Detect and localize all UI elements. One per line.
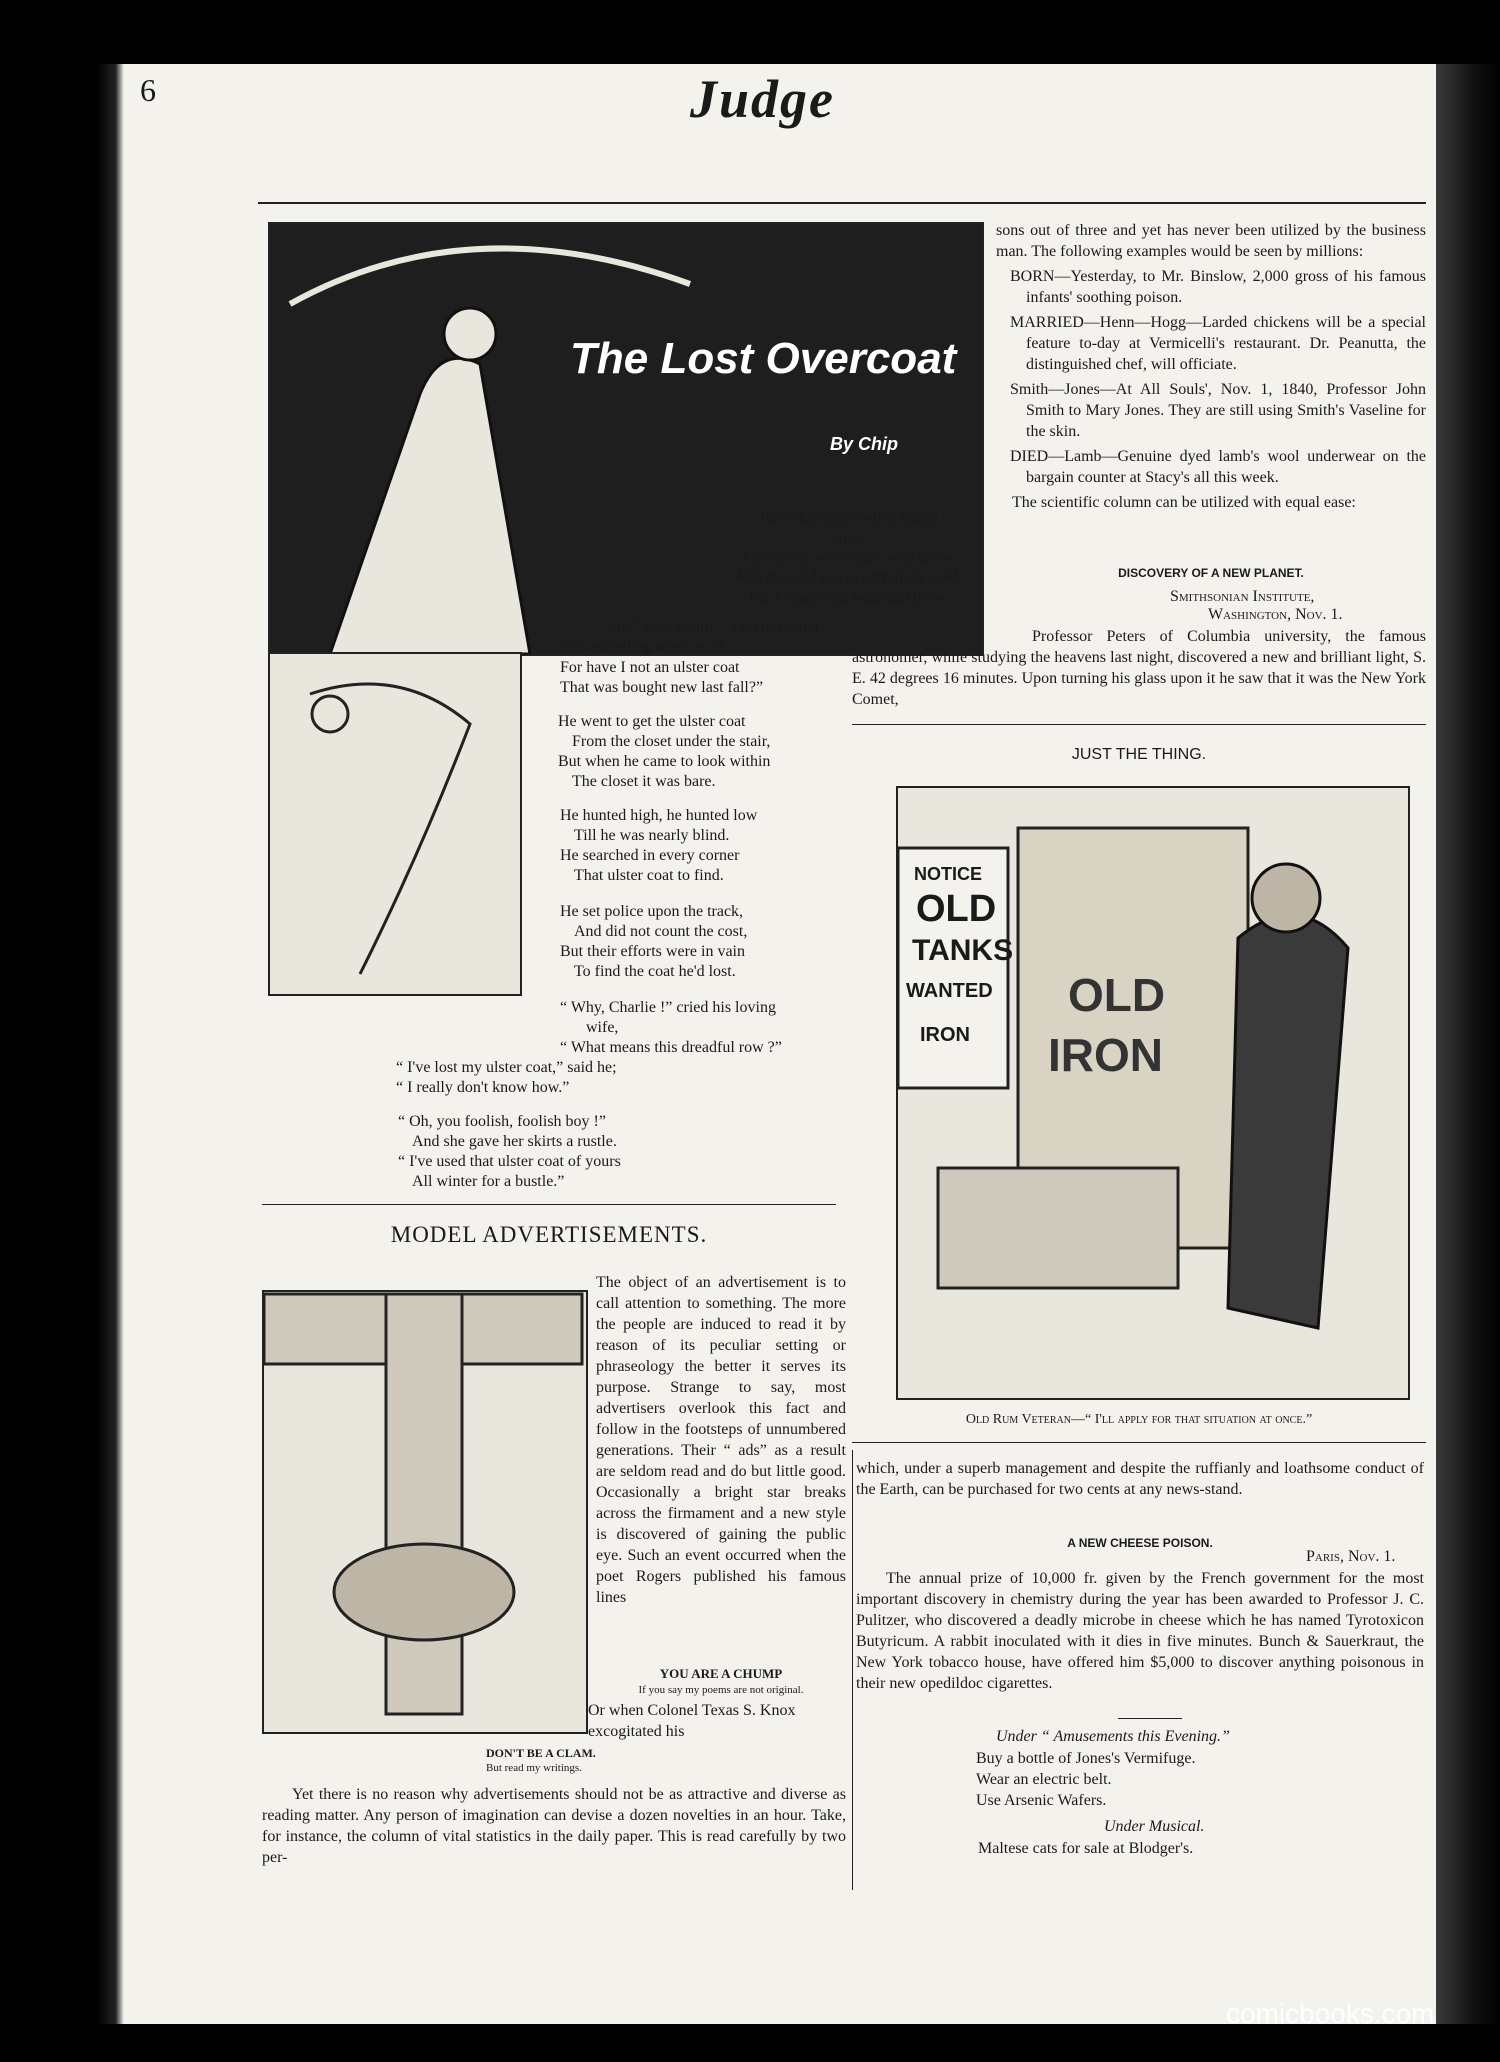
page-number: 6: [140, 72, 156, 108]
poem-line: All winter for a bustle.”: [412, 1173, 565, 1190]
poem-line: That was bought new last fall?”: [560, 679, 764, 696]
poem-title-art: The Lost Overcoat: [570, 334, 957, 383]
poem-line: “ Why, Charlie !” cried his loving: [560, 999, 776, 1016]
bustle-figure-art: [270, 654, 520, 994]
statistics-intro: sons out of three and yet has never been utilized by the business man. The following examples would be seen by millions:: [996, 222, 1426, 260]
letter-t-illustration: [262, 1290, 588, 1734]
poem-line: He hunted high, he hunted low: [560, 807, 758, 824]
clam-ad-head: DON'T BE A CLAM.: [486, 1746, 596, 1760]
poem-line: arose: [831, 529, 865, 546]
poem-line: Till he was nearly blind.: [574, 827, 730, 844]
poem-line: That ulster coat to find.: [574, 867, 724, 884]
column-divider: [852, 1450, 853, 1890]
chump-ad-head: YOU ARE A CHUMP: [659, 1666, 783, 1681]
poem-line: “ What means this dreadful row ?”: [560, 1039, 782, 1056]
poem-line: For a sharp east wind did blow.: [747, 589, 949, 606]
short-rule: [1118, 1718, 1182, 1719]
masthead-rule: [258, 202, 1426, 204]
poem-line: He went to get the ulster coat: [558, 713, 746, 730]
poem-line: To find the coat he'd lost.: [574, 963, 736, 980]
amusement-line: Use Arsenic Wafers.: [976, 1792, 1107, 1809]
poem-line: And did not count the cost,: [574, 923, 748, 940]
poem-line: But their efforts were in vain: [560, 943, 745, 960]
poem-line: For have I not an ulster coat: [560, 659, 740, 676]
book-spine: [1436, 64, 1500, 2024]
sign-wanted-text: WANTED: [906, 980, 993, 1002]
poem-line: From the closet under the stair,: [572, 733, 771, 750]
section-rule: [852, 1442, 1426, 1443]
planet-dateline: Washington, Nov. 1.: [1208, 606, 1343, 623]
poem-line: “ I really don't know how.”: [396, 1079, 570, 1096]
earth-continuation: which, under a superb management and despite the ruffianly and loathsome conduct of the Earth, can be purchased for two cents at any news-stand.: [856, 1460, 1424, 1498]
poem-line: But when he came to look within: [558, 753, 771, 770]
poem-line: The streets were thick with snow,: [740, 549, 955, 566]
cheese-body: The annual prize of 10,000 fr. given by the French government for the most important discovery in chemistry during the year has been awarded to Professor J. C. Pulitzer, who discovered a deadly microbe in cheese which he has named Tyrotoxicon Butyricum. A rabbit inoculated with it dies in five minutes. Bunch & Sauerkraut, the New York tobacco house, have offered him $5,000 to discover anything poisonous in their new opedildoc cigarettes.: [856, 1570, 1424, 1692]
poem-line: wife,: [586, 1019, 619, 1036]
poem-illustration-lower: [268, 652, 522, 996]
poem-line: He set police upon the track,: [560, 903, 744, 920]
sign-notice-text: NOTICE: [914, 864, 983, 884]
poem-stanza-4: [560, 806, 757, 886]
page-left-edge: [96, 64, 124, 2024]
fence-old-text: OLD: [1068, 969, 1166, 1021]
section-rule: [262, 1204, 836, 1205]
amusements-heading: Under “ Amusements this Evening.”: [996, 1728, 1230, 1745]
section-rule: [852, 724, 1426, 725]
died-notice: DIED—Lamb—Genuine dyed lamb's wool underwear on the bargain counter at Stacy's all this week.: [1010, 448, 1426, 486]
poem-line: And the cold it was extremely cold,: [734, 569, 962, 586]
cheese-headline: A NEW CHEESE POISON.: [1067, 1536, 1213, 1550]
musical-line: Maltese cats for sale at Blodger's.: [978, 1840, 1194, 1857]
masthead: Judge: [690, 69, 835, 129]
poem-stanza-5: [560, 902, 747, 982]
amusement-line: Wear an electric belt.: [976, 1771, 1112, 1788]
hand-holding-t-art: [264, 1292, 586, 1732]
sign-iron-text: IRON: [920, 1024, 970, 1046]
poem-line: “ I've lost my ulster coat,” said he;: [396, 1059, 617, 1076]
smith-jones-notice: Smith—Jones—At All Souls', Nov. 1, 1840, Professor John Smith to Mary Jones. They are still using Smith's Vaseline for the skin.: [1010, 381, 1426, 440]
poem-line: This whistling wind at all,: [560, 639, 728, 656]
cartoon-illustration: [896, 786, 1410, 1400]
amusement-line: Buy a bottle of Jones's Vermifuge.: [976, 1750, 1196, 1767]
watermark: comicbooks.com: [1226, 1998, 1435, 2029]
model-ads-title: MODEL ADVERTISEMENTS.: [390, 1222, 708, 1247]
poem-stanza-1: [720, 508, 976, 608]
poem-line: He searched in every corner: [560, 847, 740, 864]
born-notice: BORN—Yesterday, to Mr. Binslow, 2,000 gross of his famous infants' soothing poison.: [1010, 268, 1426, 306]
married-notice: MARRIED—Henn—Hogg—Larded chickens will be a special feature to-day at Vermicelli's restaurant. Dr. Peanutta, the distinguished chef, will officiate.: [1010, 314, 1426, 373]
poem-line: And she gave her skirts a rustle.: [412, 1133, 617, 1150]
model-ads-body-1: The object of an advertisement is to call attention to something. The more the people are induced to read it by reason of its peculiar setting or phraseology the better it serves its purpose. Strange to say, most advertisers overlook this fact and follow in the footsteps of unnumbered generations. Their “ ads” as a result are seldom read and do but little good. Occasionally a bright star breaks across the firmament and a new style is discovered of gaining the public eye. Such an event occurred when the poet Rogers published his famous lines: [596, 1274, 846, 1606]
planet-body: Professor Peters of Columbia university, the famous astronomer, while studying the heavens last night, discovered a new and brilliant light, S. E. 42 degrees 16 minutes. Upon turning his glass upon it he saw that it was the New York Comet,: [852, 628, 1426, 708]
poem-stanza-7: [398, 1112, 621, 1192]
poem-line: The closet it was bare.: [572, 773, 716, 790]
sign-old-text: OLD: [916, 888, 997, 930]
poem-stanza-3: [558, 712, 770, 792]
poem-byline: By Chip: [830, 434, 899, 454]
planet-headline: DISCOVERY OF A NEW PLANET.: [1118, 566, 1304, 580]
fence-iron-text: IRON: [1048, 1029, 1163, 1081]
poem-line: “ Ah,” said Smith, “ I do not mind: [600, 619, 819, 636]
poem-stanza-2: [560, 618, 819, 698]
sign-tanks-text: TANKS: [912, 934, 1014, 967]
model-ads-body-3: Yet there is no reason why advertisements should not be as attractive and diverse as reading matter. Any person of imagination can devise a dozen novelties in an hour. Take, for instance, the column of vital statistics in the daily paper. This is read carefully by two per-: [262, 1786, 846, 1866]
cartoon-title: JUST THE THING.: [1071, 746, 1207, 763]
cheese-dateline: Paris, Nov. 1.: [1306, 1548, 1396, 1565]
model-ads-body-2: Or when Colonel Texas S. Knox excogitated his: [588, 1702, 796, 1740]
poem-line: “ I've used that ulster coat of yours: [398, 1153, 621, 1170]
poem-line: “ Oh, you foolish, foolish boy !”: [398, 1113, 606, 1130]
musical-heading: Under Musical.: [1104, 1818, 1205, 1835]
scientific-intro: The scientific column can be utilized with equal ease:: [1012, 494, 1356, 511]
clam-ad-sub: But read my writings.: [486, 1762, 582, 1774]
amusements-list: [976, 1748, 1195, 1811]
chump-ad-sub: If you say my poems are not original.: [638, 1684, 804, 1696]
planet-institute: Smithsonian Institute,: [1170, 588, 1315, 605]
cartoon-caption: Old Rum Veteran—“ I'll apply for that situation at once.”: [965, 1412, 1313, 1427]
poem-line: The other morn when Smith: [757, 509, 939, 526]
right-column-top: [996, 220, 1426, 513]
poem-stanza-6: [396, 998, 782, 1098]
